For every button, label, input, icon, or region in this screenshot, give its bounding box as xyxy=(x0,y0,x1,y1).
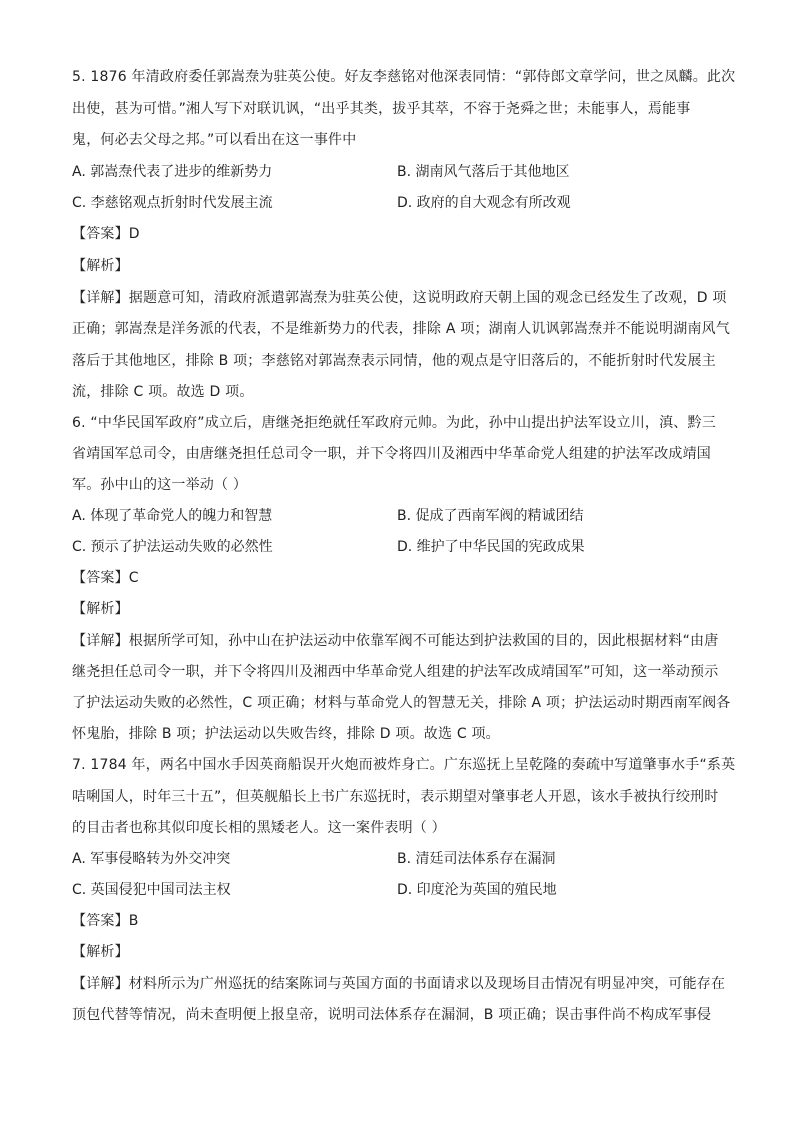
q6-option-d: D. 维护了中华民国的宪政成果 xyxy=(397,539,585,555)
q7-option-a: A. 军事侵略转为外交冲突 xyxy=(72,851,231,867)
q6-detail-line-1: 【详解】根据所学可知，孙中山在护法运动中依靠军阀不可能达到护法救国的目的，因此根据材料“由唐 xyxy=(72,633,719,649)
q7-stem-line-1: 7. 1784 年，两名中国水手因英商船误开火炮而被炸身亡。广东巡抚上呈乾隆的奏疏中写道肇事水手“系英 xyxy=(72,757,736,773)
q7-detail-line-2: 顶包代替等情况，尚未查明便上报皇帝，说明司法体系存在漏洞，B 项正确；误击事件尚不构成军事侵 xyxy=(72,1007,712,1023)
q7-option-c: C. 英国侵犯中国司法主权 xyxy=(72,882,231,898)
q6-stem-line-2: 省靖国军总司令，由唐继尧担任总司令一职，并下令将四川及湘西中华革命党人组建的护法军改成靖国 xyxy=(72,446,711,462)
q7-detail-line-1: 【详解】材料所示为广州巡抚的结案陈词与英国方面的书面请求以及现场目击情况有明显冲突，可能存在 xyxy=(72,976,726,992)
q7-stem-line-2: 咭唎国人，时年三十五”，但英舰船长上书广东巡抚时，表示期望对肇事老人开恩，该水手被执行绞刑时 xyxy=(72,789,719,805)
q7-stem-line-3: 的目击者也称其似印度长相的黑矮老人。这一案件表明（ ） xyxy=(72,820,446,836)
q5-detail-line-3: 落后于其他地区，排除 B 项；李慈铭对郭嵩焘表示同情，他的观点是守旧落后的，不能折射时代发展主 xyxy=(72,353,716,369)
q6-answer: 【答案】C xyxy=(72,570,139,586)
q6-stem-line-3: 军。孙中山的这一举动（ ） xyxy=(72,477,248,493)
q6-option-c: C. 预示了护法运动失败的必然性 xyxy=(72,539,273,555)
q7-analysis-label: 【解析】 xyxy=(72,944,129,960)
q5-stem-line-1: 5. 1876 年清政府委任郭嵩焘为驻英公使。好友李慈铭对他深表同情：“郭侍郎文章学问，世之凤麟。此次 xyxy=(72,69,736,85)
q6-option-b: B. 促成了西南军阀的精诚团结 xyxy=(397,508,584,524)
q5-option-b: B. 湖南风气落后于其他地区 xyxy=(397,164,570,180)
q7-option-d: D. 印度沦为英国的殖民地 xyxy=(397,882,557,898)
q5-option-c: C. 李慈铭观点折射时代发展主流 xyxy=(72,195,273,211)
q6-detail-line-3: 了护法运动失败的必然性，C 项正确；材料与革命党人的智慧无关，排除 A 项；护法运动时期西南军阀各 xyxy=(72,695,731,711)
q6-detail-line-4: 怀鬼胎，排除 B 项；护法运动以失败告终，排除 D 项。故选 C 项。 xyxy=(72,726,500,742)
q6-option-a: A. 体现了革命党人的魄力和智慧 xyxy=(72,508,273,524)
q6-detail-line-2: 继尧担任总司令一职，并下令将四川及湘西中华革命党人组建的护法军改成靖国军”可知，这一举动预示 xyxy=(72,664,719,680)
q7-answer: 【答案】B xyxy=(72,913,139,929)
q5-stem-line-3: 鬼，何必去父母之邦。”可以看出在这一事件中 xyxy=(72,132,357,148)
q5-detail-line-1: 【详解】据题意可知，清政府派遣郭嵩焘为驻英公使，这说明政府天朝上国的观念已经发生了改观，D 项 xyxy=(72,290,727,306)
q5-detail-line-2: 正确；郭嵩焘是洋务派的代表，不是维新势力的代表，排除 A 项；湖南人讥讽郭嵩焘并不能说明湖南风气 xyxy=(72,321,731,337)
q6-stem-line-1: 6. “中华民国军政府”成立后，唐继尧拒绝就任军政府元帅。为此，孙中山提出护法军设立川，滇、黔三 xyxy=(72,415,716,431)
q5-detail-line-4: 流，排除 C 项。故选 D 项。 xyxy=(72,384,254,400)
q5-option-a: A. 郭嵩焘代表了进步的维新势力 xyxy=(72,164,273,180)
q5-stem-line-2: 出使，甚为可惜。”湘人写下对联讥讽，“出乎其类，拔乎其萃，不容于尧舜之世；未能事人，焉能事 xyxy=(72,101,691,117)
q6-analysis-label: 【解析】 xyxy=(72,601,129,617)
q7-option-b: B. 清廷司法体系存在漏洞 xyxy=(397,851,556,867)
q5-answer: 【答案】D xyxy=(72,226,140,242)
q5-analysis-label: 【解析】 xyxy=(72,258,129,274)
q5-option-d: D. 政府的自大观念有所改观 xyxy=(397,195,571,211)
